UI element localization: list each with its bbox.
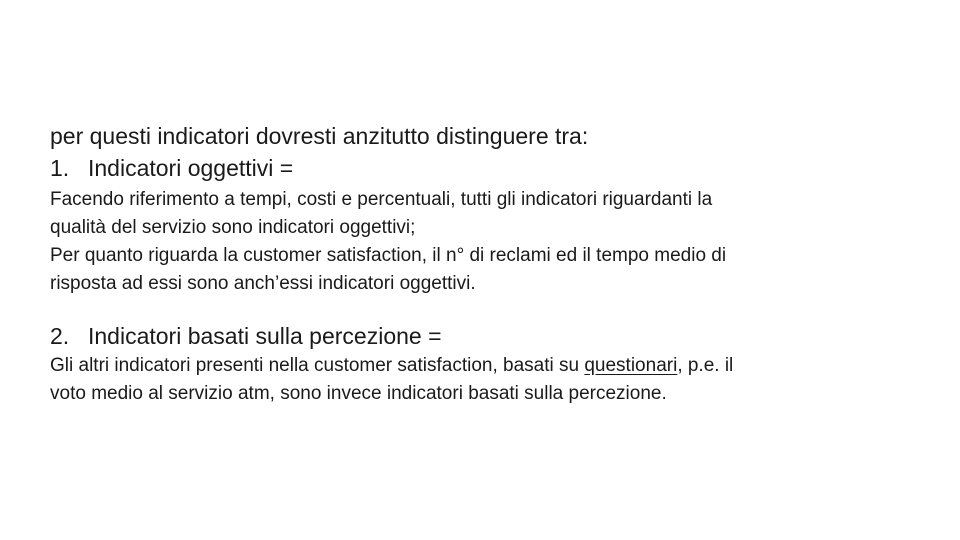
- item-1-number: 1.: [50, 155, 70, 181]
- item-2-body: [50, 352, 930, 408]
- item-1-body-line: Facendo riferimento a tempi, costi e percentuali, tutti gli indicatori riguardanti la: [50, 189, 713, 210]
- questionari-link[interactable]: questionari: [584, 355, 678, 376]
- item-1-body-line: risposta ad essi sono anch’essi indicatori oggettivi.: [50, 273, 476, 294]
- item-2-body-pre: Gli altri indicatori presenti nella customer satisfaction, basati su: [50, 355, 585, 376]
- intro-text: per questi indicatori dovresti anzitutto distinguere tra:: [50, 123, 589, 149]
- item-2-title: Indicatori basati sulla percezione =: [88, 323, 442, 349]
- item-2-body-line: [50, 352, 930, 380]
- item-2-number: 2.: [50, 323, 70, 349]
- item-2-heading: [50, 320, 930, 352]
- item-1-body-line: qualità del servizio sono indicatori oggettivi;: [50, 217, 416, 238]
- item-2-body-post: , p.e. il: [677, 355, 734, 376]
- item-1-title: Indicatori oggettivi =: [88, 155, 294, 181]
- item-1-body: [50, 186, 930, 298]
- slide-content: [50, 120, 930, 408]
- item-1-heading: [50, 152, 930, 184]
- item-1-body-line: Per quanto riguarda la customer satisfaction, il n° di reclami ed il tempo medio di: [50, 245, 727, 266]
- item-2-body-line: voto medio al servizio atm, sono invece indicatori basati sulla percezione.: [50, 383, 667, 404]
